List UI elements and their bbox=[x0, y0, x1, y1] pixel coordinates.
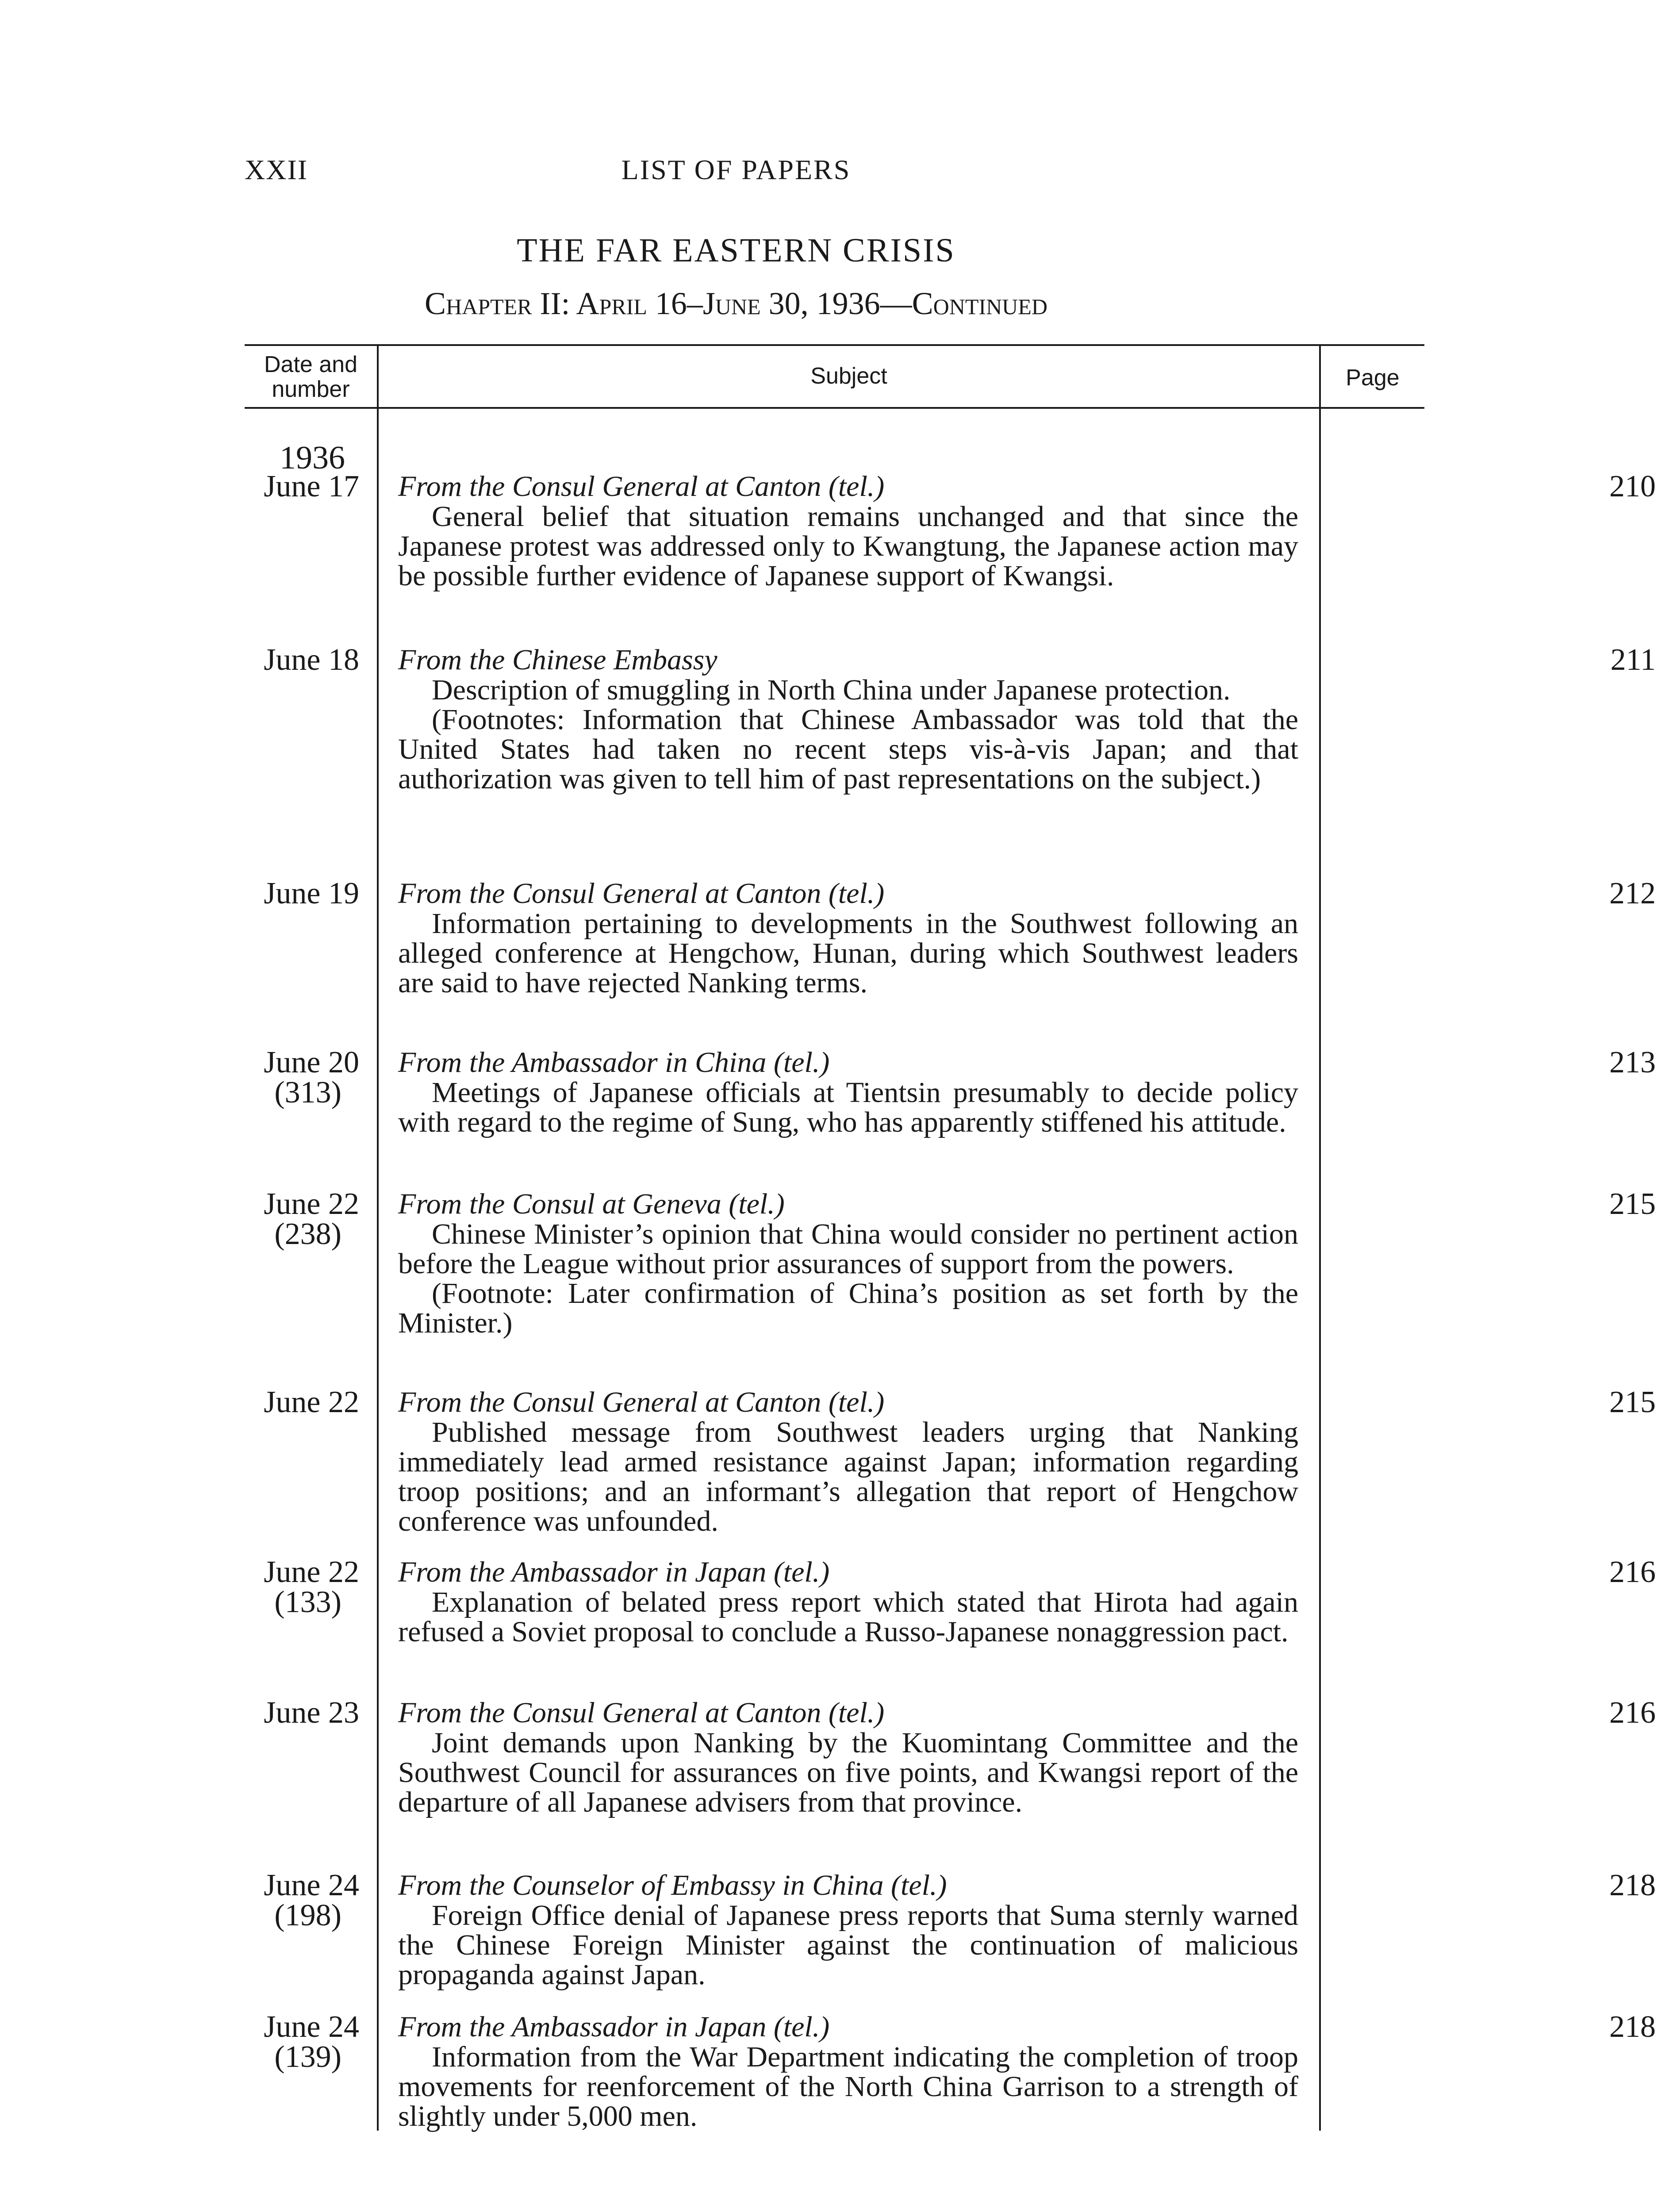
entry-subject-cell bbox=[398, 1048, 1298, 1137]
entry-date: June 22 bbox=[264, 1555, 359, 1589]
entry-date-cell bbox=[245, 1870, 359, 1931]
entry-date-cell bbox=[245, 1387, 359, 1417]
entry-subject-cell bbox=[398, 2012, 1298, 2131]
entry-summary: General belief that situation remains unchanged and that since the Japanese protest was addressed only to Kwangtung, the Japanese action may be possible further evidence of Japanese support of Kwangsi. bbox=[398, 500, 1298, 592]
entry-subject-cell bbox=[398, 1698, 1298, 1817]
entry-page: 210 bbox=[1609, 469, 1656, 503]
entry-date: June 23 bbox=[264, 1696, 359, 1730]
entry-date: June 22 bbox=[264, 1385, 359, 1419]
entry-date: June 24 bbox=[264, 2010, 359, 2044]
entry-summary: Joint demands upon Nanking by the Kuomintang Committee and the Southwest Council for assurances on five points, and Kwangsi report of the departure of all Japanese advisers from that province. bbox=[398, 1727, 1298, 1818]
entry-summary: Description of smuggling in North China under Japanese protection. bbox=[432, 674, 1231, 706]
entry-date-cell bbox=[245, 1045, 359, 1110]
table-header-rule bbox=[245, 407, 1424, 409]
entry-summary: Meetings of Japanese officials at Tientsin presumably to decide policy with regard to the regime of Sung, who has apparently stiffened his attitude. bbox=[398, 1076, 1298, 1138]
entry-page: 212 bbox=[1609, 876, 1656, 910]
entry-sender: From the Ambassador in Japan (tel.) bbox=[398, 1556, 830, 1588]
entry-page: 215 bbox=[1609, 1385, 1656, 1419]
entry-sender: From the Counselor of Embassy in China (tel.) bbox=[398, 1869, 947, 1901]
column-header-date-line-1: Date and bbox=[264, 352, 358, 377]
entry-subject-cell bbox=[398, 1870, 1298, 1989]
entry-subject-cell bbox=[398, 1557, 1298, 1647]
section-title: THE FAR EASTERN CRISIS bbox=[517, 232, 955, 269]
entry-date-cell bbox=[245, 2012, 359, 2072]
entry-date: June 22 bbox=[264, 1187, 359, 1221]
entry-sender: From the Ambassador in Japan (tel.) bbox=[398, 2011, 830, 2043]
entry-date: June 19 bbox=[264, 876, 359, 910]
entry-date: June 17 bbox=[264, 469, 359, 503]
entry-date: June 20 bbox=[264, 1045, 359, 1079]
entry-page: 213 bbox=[1609, 1045, 1656, 1079]
entry-summary: Information pertaining to developments in the Southwest following an alleged conference at Hengchow, Hunan, during which Southwest leaders are said to have rejected Nanking terms. bbox=[398, 907, 1298, 999]
running-title: LIST OF PAPERS bbox=[621, 154, 851, 185]
entry-number: (238) bbox=[274, 1217, 341, 1251]
entry-number: (313) bbox=[274, 1075, 341, 1110]
entry-subject-cell bbox=[398, 1387, 1298, 1536]
entry-sender: From the Consul General at Canton (tel.) bbox=[398, 877, 885, 910]
entry-sender: From the Consul General at Canton (tel.) bbox=[398, 470, 885, 503]
year-label: 1936 bbox=[280, 440, 345, 476]
entry-subject-cell bbox=[398, 472, 1298, 591]
entry-date-cell bbox=[245, 469, 359, 503]
entry-page: 215 bbox=[1609, 1187, 1656, 1221]
entry-number: (133) bbox=[274, 1585, 341, 1619]
entry-summary: Information from the War Department indicating the completion of troop movements for reenforcement of the North China Garrison to a strength of slightly under 5,000 men. bbox=[398, 2041, 1298, 2132]
entry-date-cell bbox=[245, 876, 359, 910]
entry-number: (198) bbox=[274, 1898, 341, 1932]
entry-page: 216 bbox=[1609, 1696, 1656, 1730]
entry-subject-cell bbox=[398, 645, 1298, 794]
entry-sender: From the Chinese Embassy bbox=[398, 644, 717, 676]
entry-sender: From the Consul General at Canton (tel.) bbox=[398, 1697, 885, 1729]
entry-summary: Explanation of belated press report which stated that Hirota had again refused a Soviet proposal to conclude a Russo-Japanese nonaggression pact. bbox=[398, 1586, 1298, 1648]
entry-page: 218 bbox=[1609, 2010, 1656, 2044]
entry-date-cell bbox=[245, 1557, 359, 1617]
date-column-rule bbox=[377, 345, 379, 2131]
entry-date-cell bbox=[245, 1698, 359, 1728]
entry-summary: Published message from Southwest leaders urging that Nanking immediately lead armed resistance against Japan; information regarding troop positions; and an informant’s allegation that report of Hengchow conference was unfounded. bbox=[398, 1416, 1298, 1537]
entry-date: June 24 bbox=[264, 1868, 359, 1902]
page-number: XXII bbox=[245, 154, 308, 185]
entry-sender: From the Consul General at Canton (tel.) bbox=[398, 1386, 885, 1418]
entry-summary: Foreign Office denial of Japanese press reports that Suma sternly warned the Chinese Foreign Minister against the continuation of malicious propaganda against Japan. bbox=[398, 1899, 1298, 1991]
column-header-date-line-2: number bbox=[272, 376, 350, 402]
entry-footnote: (Footnotes: Information that Chinese Ambassador was told that the United States had taken no recent steps vis-à-vis Japan; and that authorization was given to tell him of past representations on the subject.) bbox=[398, 703, 1298, 795]
entry-date-cell bbox=[245, 645, 359, 675]
entry-page: 211 bbox=[1610, 643, 1656, 677]
entry-summary: Chinese Minister’s opinion that China would consider no pertinent action before the League without prior assurances of support from the powers. bbox=[398, 1218, 1298, 1280]
entry-date: June 18 bbox=[264, 643, 359, 677]
entry-sender: From the Ambassador in China (tel.) bbox=[398, 1046, 830, 1079]
entry-number: (139) bbox=[274, 2040, 341, 2074]
entry-sender: From the Consul at Geneva (tel.) bbox=[398, 1188, 785, 1220]
entry-page: 218 bbox=[1609, 1868, 1656, 1902]
table-top-rule bbox=[245, 344, 1424, 346]
chapter-title: Chapter II: April 16–June 30, 1936—Continued bbox=[425, 286, 1047, 321]
entry-subject-cell bbox=[398, 879, 1298, 998]
entry-date-cell bbox=[245, 1189, 359, 1249]
page-column-rule bbox=[1319, 345, 1321, 2131]
column-header-date bbox=[245, 352, 377, 402]
entry-page: 216 bbox=[1609, 1555, 1656, 1589]
entry-footnote: (Footnote: Later confirmation of China’s position as set forth by the Minister.) bbox=[398, 1277, 1298, 1339]
column-header-subject: Subject bbox=[810, 363, 887, 389]
entry-subject-cell bbox=[398, 1189, 1298, 1338]
column-header-page: Page bbox=[1346, 365, 1400, 391]
